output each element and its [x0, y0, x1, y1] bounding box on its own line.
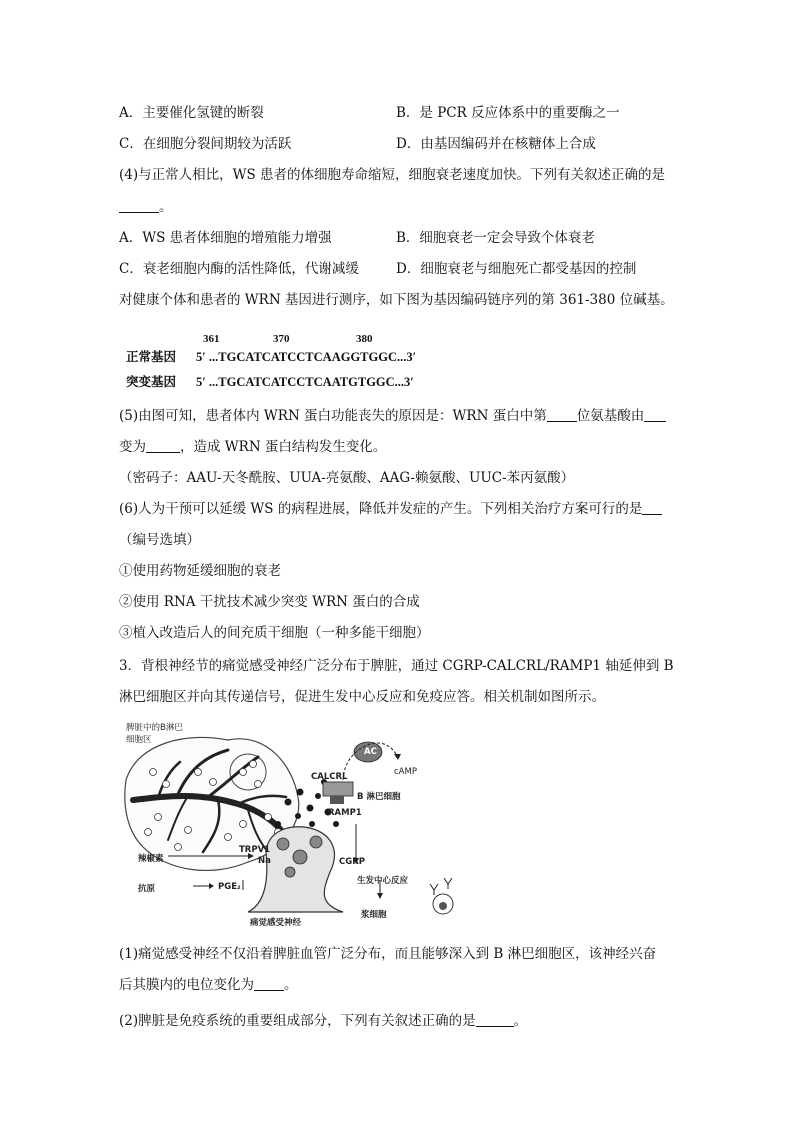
q5-part2: 位氨基酸由 — [576, 408, 645, 424]
ac-label: AC — [364, 747, 377, 757]
q5-part3: 变为 — [119, 439, 146, 455]
q5-stem — [119, 407, 666, 425]
answer-blank[interactable] — [119, 198, 159, 213]
q3-intro-line2: 淋巴细胞区并向其传递信号，促进生发中心反应和免疫应答。相关机制如图所示。 — [119, 689, 605, 705]
mechanism-figure — [118, 712, 468, 934]
trpv1-label: TRPV1 — [239, 845, 271, 855]
q3-1-line1: (1)痛觉感受神经不仅沿着脾脏血管广泛分布，而且能够深入到 B 淋巴细胞区，该神经兴奋 — [119, 946, 657, 962]
q4-stem-blank — [119, 198, 173, 216]
ramp1-label: RAMP1 — [328, 808, 362, 818]
q3-2-end: 。 — [513, 1013, 528, 1029]
nerve-label: 痛觉感受神经 — [250, 918, 302, 928]
germinal-center-label: 生发中心反应 — [357, 876, 409, 886]
answer-blank[interactable] — [644, 407, 666, 422]
q5-part1: (5)由图可知，患者体内 WRN 蛋白功能丧失的原因是：WRN 蛋白中第 — [119, 408, 547, 424]
q3-1-line2 — [119, 976, 298, 994]
ramp1-receptor — [330, 796, 344, 804]
position-380: 380 — [356, 333, 373, 345]
calcrl-label: CALCRL — [311, 772, 348, 782]
b-cell-label: B 淋巴细胞 — [357, 792, 401, 802]
q6-stem-text: (6)人为干预可以延缓 WS 的病程进展，降低并发症的产生。下列相关治疗方案可行的是 — [119, 501, 643, 517]
antigen-label: 抗原 — [138, 884, 156, 894]
q5-part4: ，造成 WRN 蛋白结构发生变化。 — [180, 439, 387, 455]
q6-option-1: ①使用药物延缓细胞的衰老 — [119, 563, 281, 579]
answer-blank[interactable] — [547, 407, 577, 422]
q4-stem-end: 。 — [159, 199, 173, 215]
q4-option-b: B．细胞衰老一定会导致个体衰老 — [396, 230, 595, 246]
q4-option-c: C．衰老细胞内酶的活性降低，代谢减缓 — [119, 261, 359, 277]
option-c: C．在细胞分裂间期较为活跃 — [119, 136, 292, 152]
position-361: 361 — [203, 333, 220, 345]
normal-gene-sequence: 5′ ...TGCATCATCCTCAAGGTGGC...3′ — [196, 350, 417, 364]
cgrp-label: CGRP — [339, 857, 365, 867]
spleen-label-2: 细胞区 — [126, 735, 152, 745]
q6-option-3: ③植入改造后人的间充质干细胞（一种多能干细胞） — [119, 625, 430, 641]
answer-blank[interactable] — [476, 1012, 514, 1027]
q6-option-2: ②使用 RNA 干扰技术减少突变 WRN 蛋白的合成 — [119, 594, 420, 610]
q4-option-a: A．WS 患者体细胞的增殖能力增强 — [119, 230, 332, 246]
normal-gene-label: 正常基因 — [126, 350, 177, 364]
antibodies — [430, 878, 452, 895]
q3-2-text: (2)脾脏是免疫系统的重要组成部分，下列有关叙述正确的是 — [119, 1013, 476, 1029]
q6-stem — [119, 500, 662, 518]
q3-1-text: 后其膜内的电位变化为 — [119, 977, 254, 993]
spleen-label-1: 脾脏中的B淋巴 — [126, 723, 183, 733]
position-370: 370 — [273, 333, 290, 345]
q4-option-d: D．细胞衰老与细胞死亡都受基因的控制 — [396, 261, 637, 277]
mutant-gene-sequence: 5′ ...TGCATCATCCTCAATGTGGC...3′ — [196, 375, 414, 389]
answer-blank[interactable] — [642, 500, 662, 515]
mutant-gene-label: 突变基因 — [126, 375, 177, 389]
mutant-gene-row — [126, 372, 414, 390]
q3-2-stem — [119, 1012, 527, 1030]
calcrl-receptor — [323, 782, 353, 796]
answer-blank[interactable] — [146, 438, 180, 453]
q5-stem-2 — [119, 438, 386, 456]
na-label: Na — [258, 856, 271, 866]
camp-label: cAMP — [394, 767, 417, 777]
q6-note: （编号选填） — [119, 532, 200, 548]
capsaicin-label: 辣椒素 — [138, 854, 164, 864]
option-d: D．由基因编码并在核糖体上合成 — [396, 136, 596, 152]
q4-stem: (4)与正常人相比，WS 患者的体细胞寿命缩短，细胞衰老速度加快。下列有关叙述正确的是 — [119, 167, 666, 183]
option-a: A．主要催化氢键的断裂 — [119, 105, 264, 121]
pge2-label: PGE₂ — [218, 882, 241, 892]
option-b: B．是 PCR 反应体系中的重要酶之一 — [396, 105, 620, 121]
sequence-intro: 对健康个体和患者的 WRN 基因进行测序，如下图为基因编码链序列的第 361-380 位碱基。 — [119, 292, 674, 308]
q3-1-end: 。 — [284, 977, 298, 993]
normal-gene-row — [126, 347, 416, 365]
codon-note: （密码子：AAU-天冬酰胺、UUA-亮氨酸、AAG-赖氨酸、UUC-苯丙氨酸） — [119, 470, 575, 486]
plasma-cell-label: 浆细胞 — [361, 910, 387, 920]
q3-intro-line1: 3．背根神经节的痛觉感受神经广泛分布于脾脏，通过 CGRP-CALCRL/RAMP1 轴延伸到 B — [119, 658, 674, 674]
answer-blank[interactable] — [254, 976, 284, 991]
